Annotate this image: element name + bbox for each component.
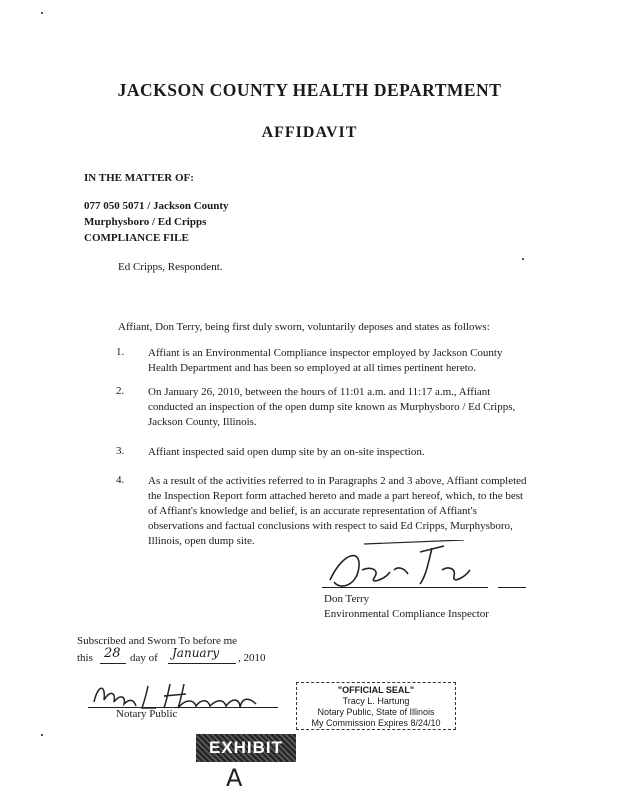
intro-statement: Affiant, Don Terry, being first duly sworn, voluntarily deposes and states as follows: xyxy=(118,321,490,333)
case-site-line: Murphysboro / Ed Cripps xyxy=(84,216,207,228)
document-title: AFFIDAVIT xyxy=(261,124,358,141)
exhibit-sticker: EXHIBIT xyxy=(196,734,296,762)
signature-line-extension xyxy=(498,587,526,588)
jurat-month-line xyxy=(168,663,236,664)
paragraph-text: As a result of the activities referred to in Paragraphs 2 and 3 above, Affiant completed the Inspection Report form attached hereto and made a part hereof, which, to the best of Affiant's knowledge and belief, is an accurate representation of Affiant's observations and factual conclusions with respect to said Ed Cripps, Murphysboro, Illinois, open dump site. xyxy=(148,475,527,547)
official-seal-stamp xyxy=(296,682,456,730)
paragraph-text: On January 26, 2010, between the hours of 11:01 a.m. and 11:17 a.m., Affiant conducted an inspection of the open dump site known as Murphysboro / Ed Cripps, Jackson County, Illinois. xyxy=(148,386,516,428)
jurat-statement: Subscribed and Sworn To before me xyxy=(77,635,238,647)
jurat-this-label: this xyxy=(77,652,93,664)
paragraph-text: Affiant is an Environmental Compliance inspector employed by Jackson County Health Department and has been so employed at all times pertinent hereto. xyxy=(148,347,503,374)
exhibit-letter: A xyxy=(226,764,243,792)
affiant-signature-line xyxy=(322,587,488,588)
respondent-line: Ed Cripps, Respondent. xyxy=(118,261,223,273)
case-number-line: 077 050 5071 / Jackson County xyxy=(84,200,229,212)
scan-speck xyxy=(522,258,524,260)
paragraph-number: 2. xyxy=(116,385,125,397)
compliance-file-line: COMPLIANCE FILE xyxy=(84,232,189,244)
jurat-year: , 2010 xyxy=(238,652,266,664)
paragraph-number: 3. xyxy=(116,445,125,457)
matter-label: IN THE MATTER OF: xyxy=(84,172,194,184)
paragraph-text: Affiant inspected said open dump site by an on-site inspection. xyxy=(148,446,425,458)
department-heading: JACKSON COUNTY HEALTH DEPARTMENT xyxy=(117,80,502,100)
seal-state-line: Notary Public, State of Illinois xyxy=(317,707,435,717)
affiant-title: Environmental Compliance Inspector xyxy=(324,608,489,620)
seal-notary-name: Tracy L. Hartung xyxy=(342,696,410,706)
jurat-month-handwritten: January xyxy=(172,646,220,660)
paragraph-number: 1. xyxy=(116,346,125,358)
scan-speck xyxy=(41,734,43,736)
notary-label: Notary Public xyxy=(116,708,178,720)
jurat-day-line xyxy=(100,663,126,664)
seal-title: "OFFICIAL SEAL" xyxy=(337,685,415,695)
seal-expiration: My Commission Expires 8/24/10 xyxy=(311,718,441,728)
affiant-name: Don Terry xyxy=(324,593,370,605)
scan-speck xyxy=(41,12,43,14)
jurat-day-of-label: day of xyxy=(130,652,158,664)
paragraph-number: 4. xyxy=(116,474,125,486)
jurat-day-handwritten: 28 xyxy=(104,646,121,661)
